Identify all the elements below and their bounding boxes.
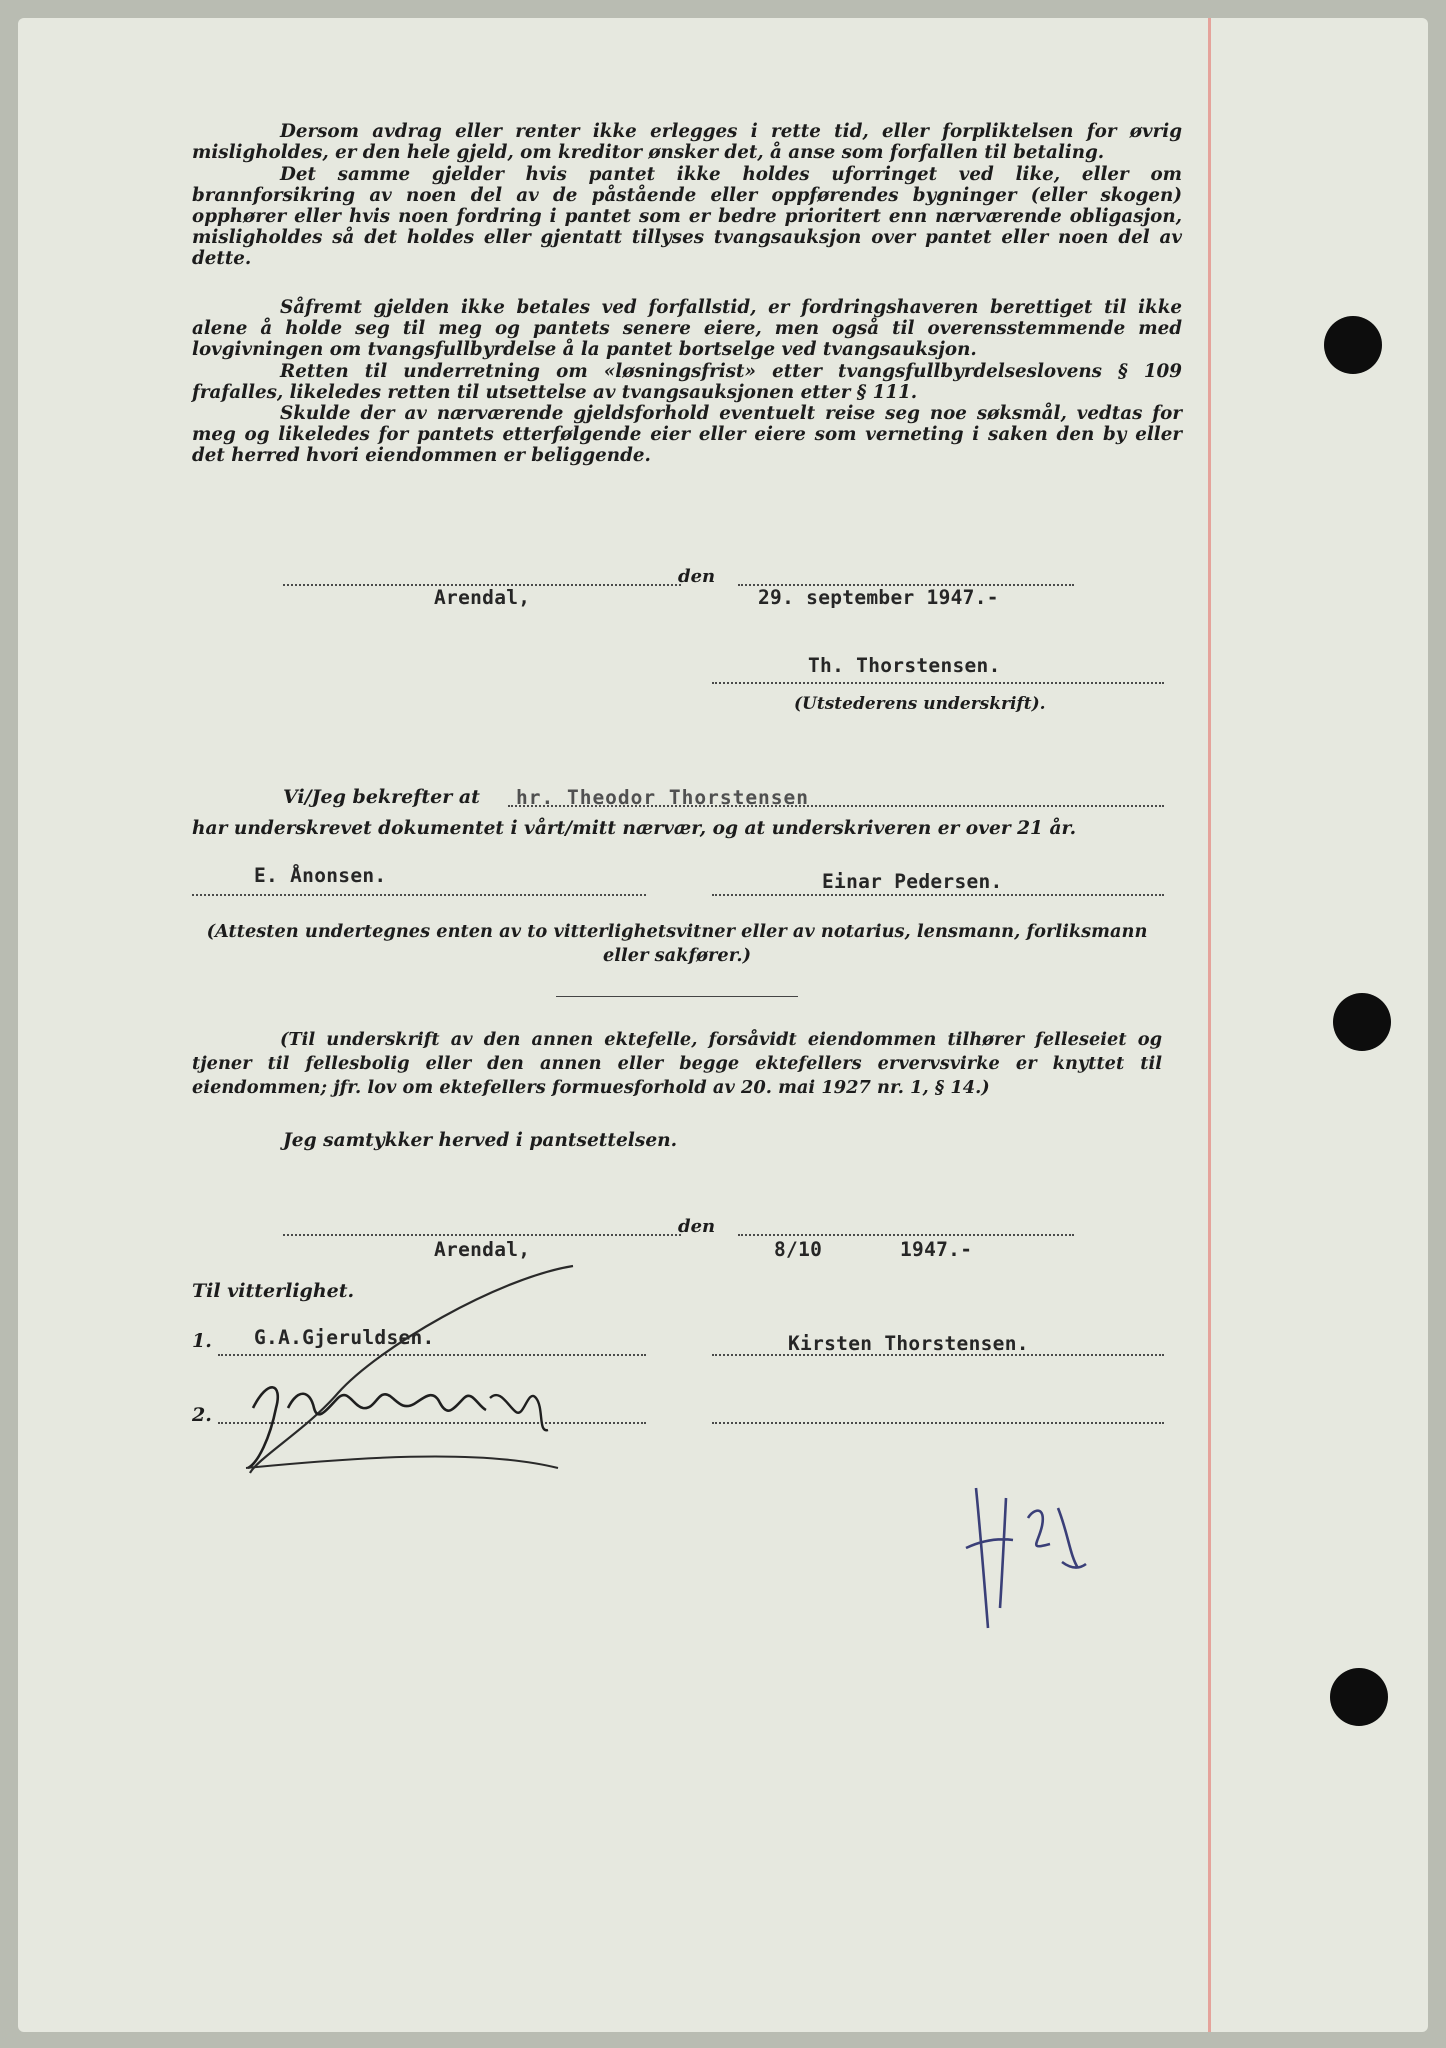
spouse-signature-line (712, 1354, 1164, 1356)
separator-rule (556, 996, 798, 997)
punch-hole-top (1324, 316, 1382, 374)
date-line-2 (738, 1234, 1074, 1236)
handwritten-signature (228, 1258, 608, 1478)
red-margin-line (1208, 18, 1211, 2032)
place-1: Arendal, (434, 586, 531, 609)
clause-pledge-condition: Det samme gjelder hvis pantet ikke holdes uforringet ved like, eller om brannforsikring av noen del av de påstående eller oppførendes bygninger (eller skogen) opphører eller hvis noen fordring i pantet som er bedre prioritert enn nærværende obligasjon, misligholdes så det holdes eller gjentatt tillyses tvangsauksjon over pantet eller noen del av dette. (192, 164, 1182, 269)
handwritten-initials (958, 1478, 1098, 1638)
attest-note: (Attesten undertegnes enten av to vitterlighetsvitner eller av notarius, lensmann, forliksmann eller sakfører.) (206, 921, 1148, 966)
clause-notice-waiver: Retten til underretning om «løsningsfrist» etter tvangsfullbyrdelseslovens § 109 frafalles, likeledes retten til utsettelse av tvangsauksjonen etter § 111. (192, 361, 1182, 403)
issuer-name: Th. Thorstensen. (808, 654, 1001, 677)
date-2-day: 8/10 (774, 1238, 823, 1261)
date-2-year: 1947.- (900, 1238, 973, 1261)
punch-hole-middle (1333, 993, 1391, 1051)
clause-default: Dersom avdrag eller renter ikke erlegges i rette tid, eller forpliktelsen for øvrig misligholdes, er den hele gjeld, om kreditor ønsker det, å anse som forfallen til betaling. (192, 121, 1182, 163)
confirm-name: hr. Theodor Thorstensen (516, 786, 810, 809)
witness-number-2: 2. (192, 1404, 212, 1426)
witness-2-1-name: G.A.Gjeruldsen. (254, 1326, 435, 1349)
den-label-1: den (678, 566, 716, 587)
witness-2-name: Einar Pedersen. (822, 870, 1003, 893)
issuer-signature-line (712, 682, 1164, 684)
date-1: 29. september 1947.- (758, 586, 999, 609)
punch-hole-bottom (1330, 1668, 1388, 1726)
issuer-caption: (Utstederens underskrift). (794, 694, 1046, 714)
spouse-note: (Til underskrift av den annen ektefelle, forsåvidt eiendommen tilhører felleseiet og tjener til fellesbolig eller den annen eller begge ektefellers ervervsvirke er knyttet til eiendommen; jfr. lov om ektefellers formuesforhold av 20. mai 1927 nr. 1, § 14.) (192, 1029, 1162, 1098)
spouse-signer: Kirsten Thorstensen. (788, 1332, 1029, 1355)
document-page (18, 18, 1428, 2032)
witness-2-line (712, 894, 1164, 896)
spouse-consent: Jeg samtykker herved i pantsettelsen. (283, 1130, 678, 1151)
witness-heading: Til vitterlighet. (192, 1280, 355, 1302)
clause-venue: Skulde der av nærværende gjeldsforhold eventuelt reise seg noe søksmål, vedtas for meg og likeledes for pantets etterfølgende eier eller eiere som verneting i saken den by eller det herred hvori eiendommen er beliggende. (192, 403, 1182, 466)
place-2: Arendal, (434, 1238, 531, 1261)
clause-forced-sale: Såfremt gjelden ikke betales ved forfallstid, er fordringshaveren berettiget til ikke alene å holde seg til meg og pantets senere eiere, men også til overensstemmende med lovgivningen om tvangsfullbyrdelse å la pantet bortselge ved tvangsauksjon. (192, 297, 1182, 360)
witness-1-line (192, 894, 646, 896)
extra-signature-line (712, 1422, 1164, 1424)
confirm-statement: har underskrevet dokumentet i vårt/mitt nærvær, og at underskriveren er over 21 år. (192, 818, 1077, 839)
confirm-intro: Vi/Jeg bekrefter at (283, 786, 480, 808)
den-label-2: den (678, 1216, 716, 1237)
witness-1-name: E. Ånonsen. (254, 864, 387, 887)
witness-number-1: 1. (192, 1330, 212, 1352)
place-line-2 (283, 1234, 681, 1236)
